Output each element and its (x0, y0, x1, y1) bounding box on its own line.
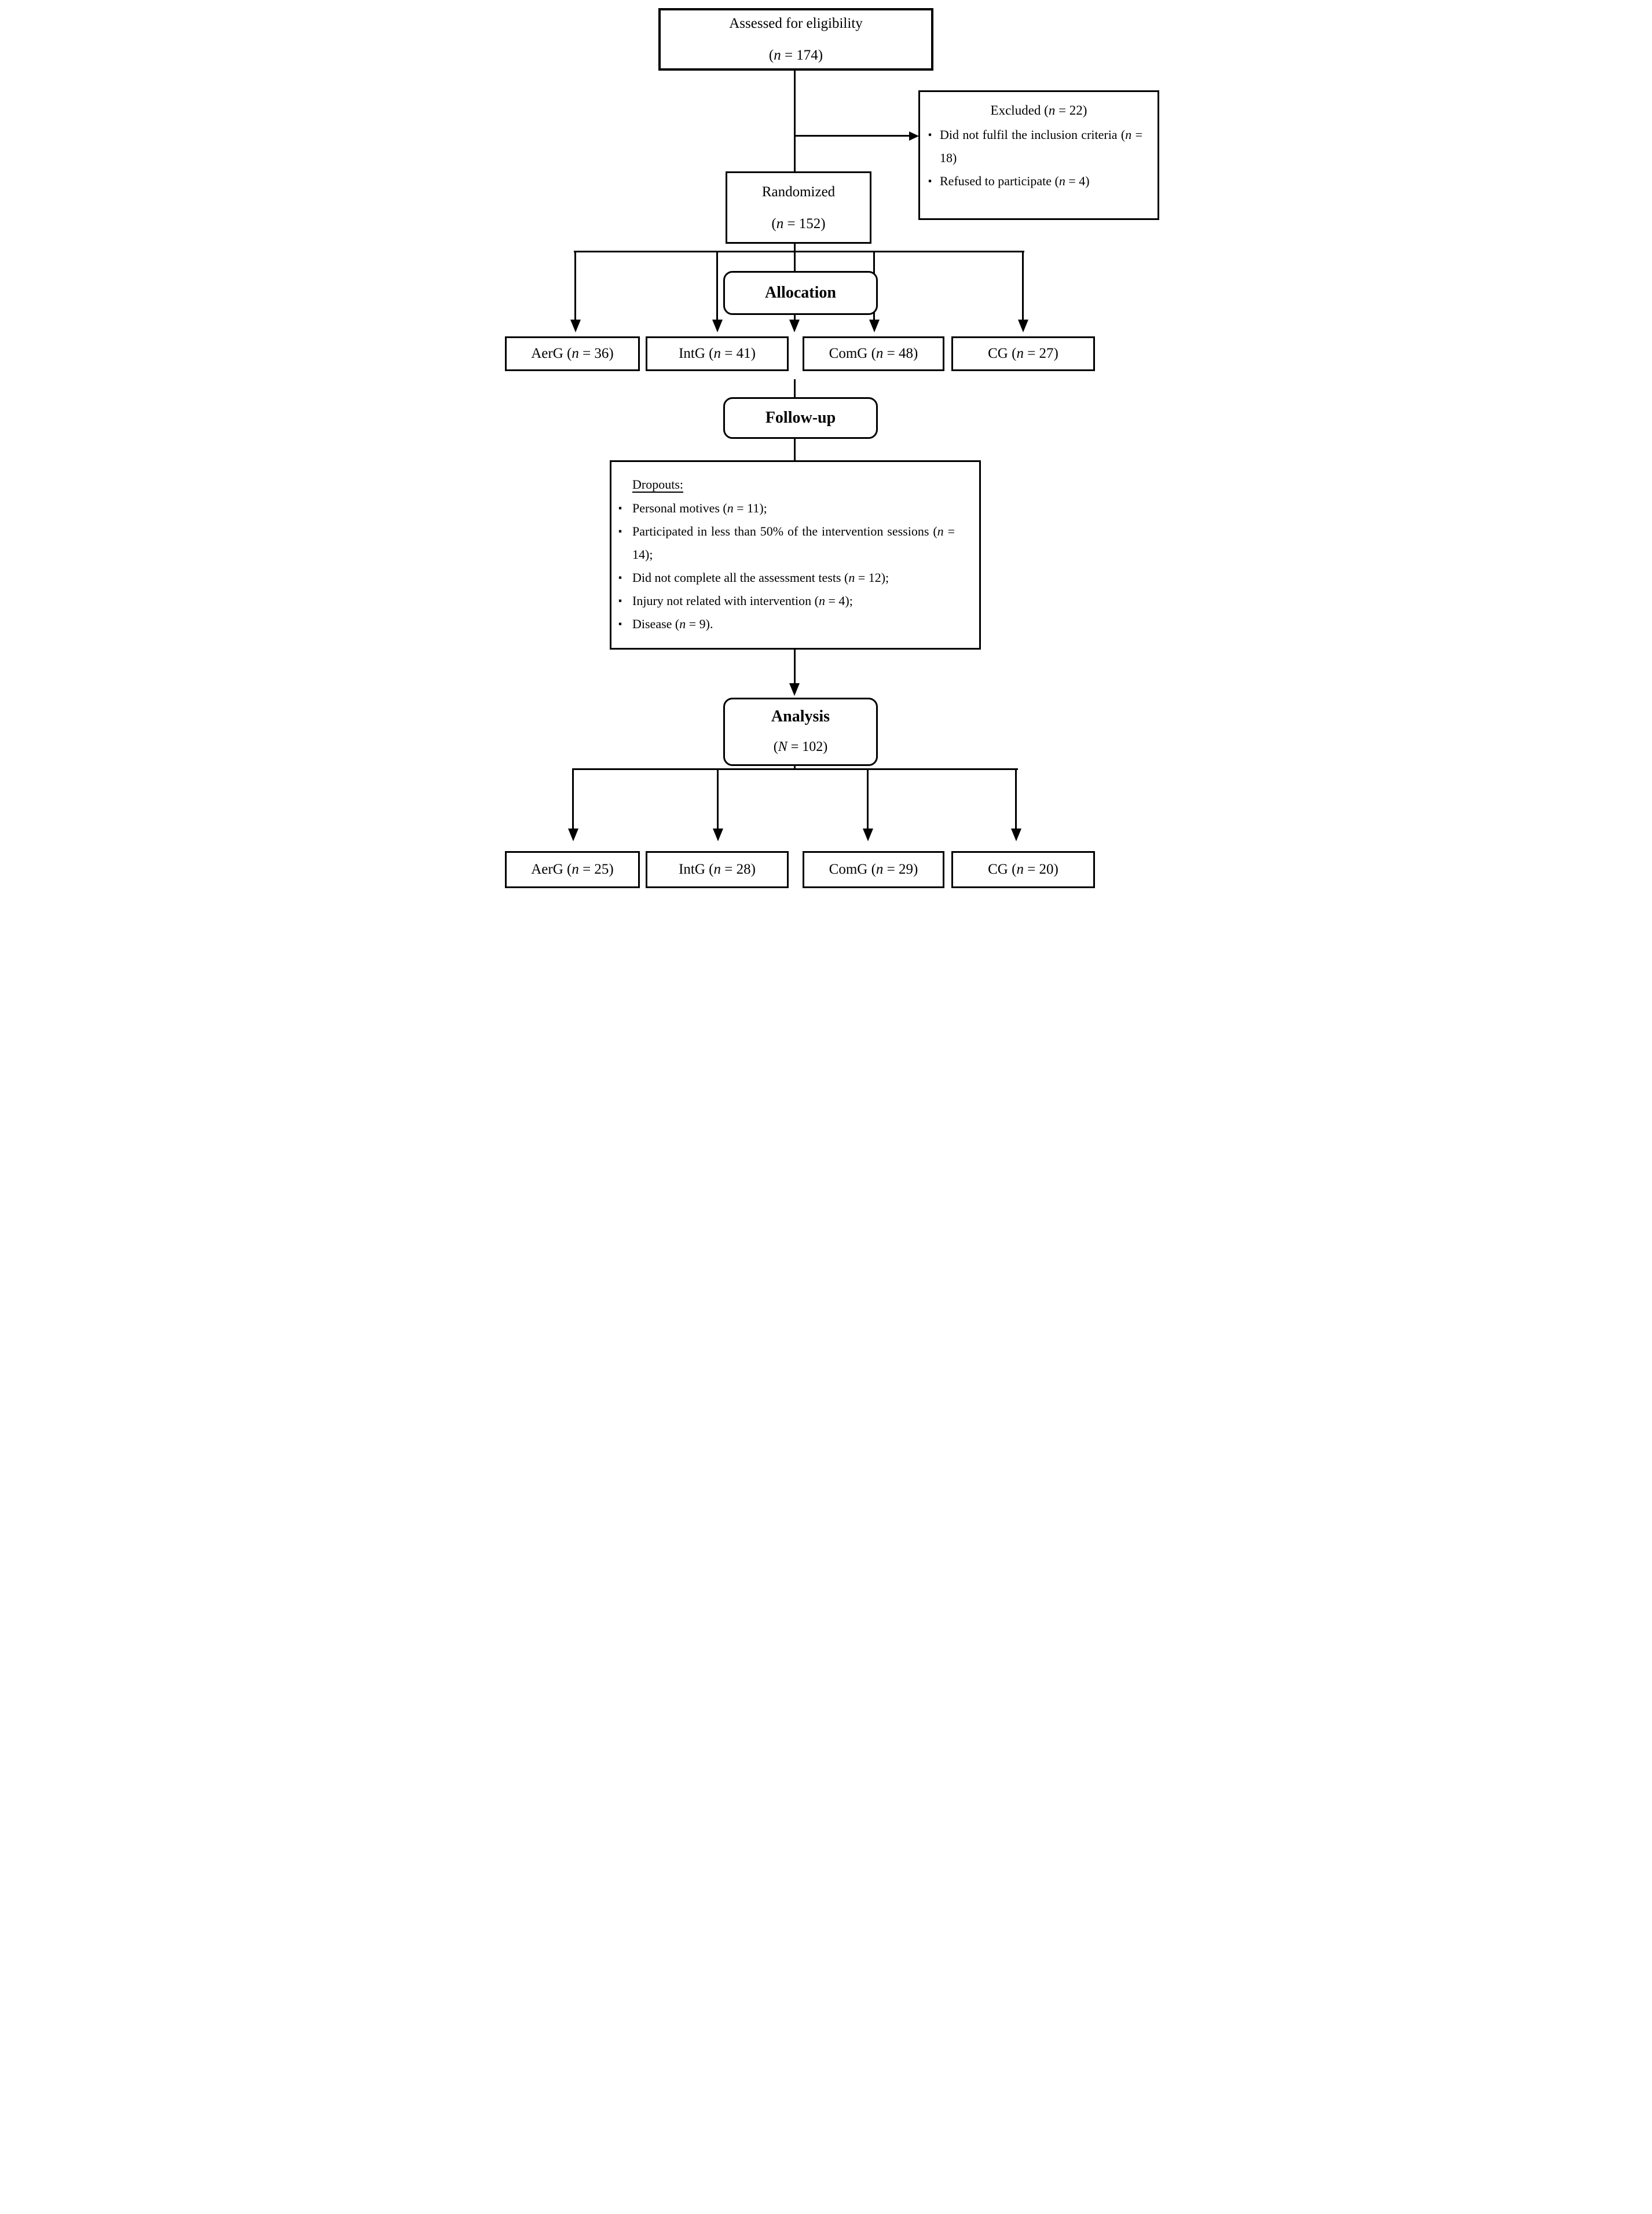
alloc-box-aerg (505, 336, 640, 371)
excluded-item: ▪ Refused to participate (n = 4) (920, 170, 1158, 193)
drop-line-center-lower (794, 315, 796, 320)
connector-excluded (794, 135, 910, 137)
square-bullet-icon: ▪ (618, 526, 622, 537)
analysis-box-comg-label: ComG (n = 29) (829, 862, 918, 877)
allocation-branch-line (574, 251, 1024, 252)
analysis-box-cg-label: CG (n = 20) (988, 862, 1058, 877)
square-bullet-icon: ▪ (618, 595, 622, 606)
excluded-item: ▪ Did not fulfil the inclusion criteria (n = 18) (920, 123, 1158, 170)
drop-line-aerg-final (572, 768, 574, 829)
arrowhead-down-cg-final-icon (1011, 829, 1021, 841)
drop-line-aerg (574, 251, 576, 320)
arrowhead-down-aerg-final-icon (568, 829, 578, 841)
allocation-stage-label: Allocation (765, 284, 836, 302)
arrowhead-down-allocation-icon (789, 320, 800, 332)
arrowhead-down-comg-final-icon (863, 829, 873, 841)
analysis-stage-box (723, 698, 878, 766)
square-bullet-icon: ▪ (928, 175, 932, 186)
drop-line-center-upper (794, 251, 796, 271)
drop-line-cg (1022, 251, 1024, 320)
alloc-box-aerg-label: AerG (n = 36) (531, 346, 614, 361)
analysis-branch-line (572, 768, 1018, 770)
dropout-item: ▪ Injury not related with intervention (n = 4); (611, 589, 979, 613)
drop-line-intg (716, 251, 718, 320)
alloc-box-comg (803, 336, 944, 371)
dropouts-box (610, 460, 981, 650)
analysis-stage-label: Analysis (771, 708, 830, 725)
followup-stage-box (723, 397, 878, 439)
analysis-box-aerg (505, 851, 640, 888)
randomized-count: (n = 152) (771, 215, 826, 232)
excluded-box (918, 90, 1159, 220)
alloc-box-intg-label: IntG (n = 41) (679, 346, 756, 361)
square-bullet-icon: ▪ (618, 618, 622, 629)
dropout-item: ▪ Participated in less than 50% of the intervention sessions (n = 14); (611, 520, 979, 566)
arrowhead-down-analysis-icon (789, 683, 800, 696)
alloc-box-cg (951, 336, 1095, 371)
drop-line-comg-final (867, 768, 869, 829)
square-bullet-icon: ▪ (618, 503, 622, 514)
connector-followup-dropouts (794, 439, 796, 460)
alloc-box-cg-label: CG (n = 27) (988, 346, 1058, 361)
randomized-box (726, 171, 871, 244)
alloc-box-intg (646, 336, 789, 371)
followup-stage-label: Follow-up (765, 409, 836, 427)
assessed-box (658, 8, 933, 71)
square-bullet-icon: ▪ (928, 129, 932, 140)
analysis-box-comg (803, 851, 944, 888)
dropout-item: ▪ Disease (n = 9). (611, 613, 979, 636)
dropouts-title: Dropouts: (632, 477, 683, 492)
analysis-box-cg (951, 851, 1095, 888)
square-bullet-icon: ▪ (618, 572, 622, 583)
analysis-box-intg-label: IntG (n = 28) (679, 862, 756, 877)
analysis-box-aerg-label: AerG (n = 25) (531, 862, 614, 877)
dropout-item: ▪ Did not complete all the assessment tests (n = 12); (611, 566, 979, 589)
dropout-item: ▪ Personal motives (n = 11); (611, 497, 979, 520)
drop-line-cg-final (1015, 768, 1017, 829)
arrowhead-down-cg-icon (1018, 320, 1028, 332)
analysis-box-intg (646, 851, 789, 888)
assessed-title: Assessed for eligibility (729, 16, 863, 31)
excluded-title: Excluded (n = 22) (990, 103, 1087, 118)
allocation-stage-box (723, 271, 878, 315)
analysis-count: (N = 102) (773, 739, 828, 754)
consort-flow-diagram (492, 0, 1160, 895)
connector-dropouts-analysis (794, 650, 796, 683)
assessed-count: (n = 174) (768, 47, 823, 63)
drop-line-intg-final (717, 768, 719, 829)
arrowhead-down-aerg-icon (570, 320, 581, 332)
arrowhead-down-intg-icon (712, 320, 723, 332)
connector-groups-followup (794, 379, 796, 397)
arrowhead-down-comg-icon (869, 320, 880, 332)
alloc-box-comg-label: ComG (n = 48) (829, 346, 918, 361)
arrowhead-down-intg-final-icon (713, 829, 723, 841)
arrowhead-right-excluded-icon (909, 131, 919, 141)
connector-assessed-randomized (794, 71, 796, 171)
randomized-title: Randomized (761, 184, 836, 200)
